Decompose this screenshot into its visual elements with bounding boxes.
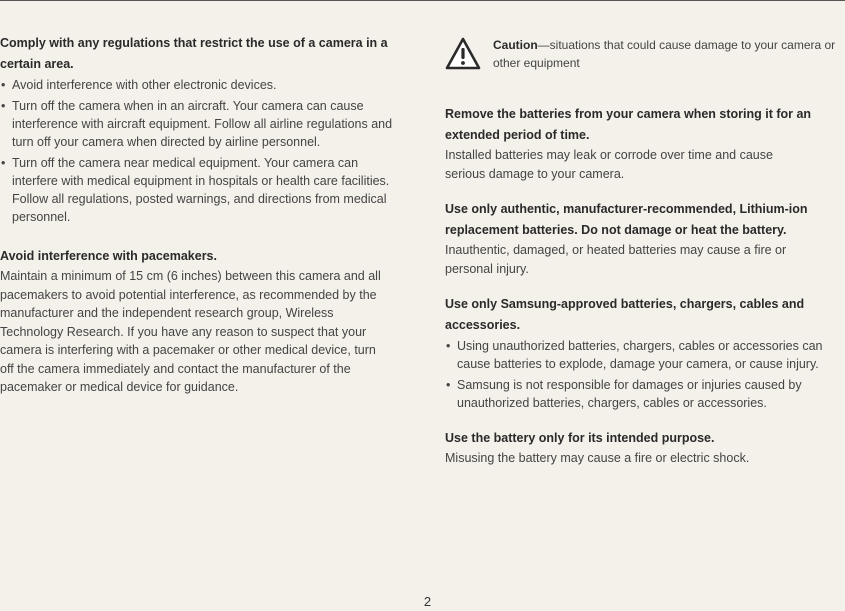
left-column [0, 33, 400, 397]
bullet-dot: • [446, 378, 451, 392]
regulations-bullet-list [0, 76, 395, 226]
authentic-batteries-body: Inauthentic, damaged, or heated batteries may cause a fire or personal injury. [445, 243, 787, 276]
caution-title: Caution [493, 38, 538, 52]
bullet-dot: • [1, 156, 6, 170]
right-column [445, 33, 845, 468]
list-item-text: Avoid interference with other electronic devices. [12, 78, 277, 92]
pacemakers-body: Maintain a minimum of 15 cm (6 inches) between this camera and all pacemakers to avoid potential interference, as recommended by the manufacturer and the independent research group, Wireless Technology Research. If you have any reason to suspect that your camera is interfering with a pacemaker or other medical device, turn off the camera immediately and contact the manufacturer of the pacemaker or medical device for guidance. [0, 269, 381, 394]
storage-heading: Remove the batteries from your camera when storing it for an extended period of time. [445, 107, 812, 142]
list-item [0, 97, 395, 151]
list-item-text: Using unauthorized batteries, chargers, cables or accessories can cause batteries to explode, damage your camera, or cause injury. [457, 339, 823, 371]
bullet-dot: • [1, 99, 6, 113]
list-item-text: Turn off the camera when in an aircraft. Your camera can cause interference with aircraft equipment. Follow all airline regulations and turn off your camera when directed by airline personnel. [12, 99, 393, 149]
approved-accessories-heading: Use only Samsung-approved batteries, chargers, cables and accessories. [445, 297, 805, 332]
list-item [445, 376, 843, 412]
page-number: 2 [423, 594, 432, 609]
approved-accessories-bullet-list [445, 337, 843, 412]
caution-separator: — [537, 38, 550, 52]
intended-purpose-heading: Use the battery only for its intended purpose. [445, 431, 715, 445]
list-item-text: Turn off the camera near medical equipment. Your camera can interfere with medical equipment in hospitals or health care facilities. Follow all regulations, posted warnings, and directions from medical personnel. [12, 156, 390, 224]
list-item [0, 154, 395, 226]
list-item [445, 337, 843, 373]
regulations-heading: Comply with any regulations that restrict the use of a camera in a certain area. [0, 36, 388, 71]
pacemakers-heading: Avoid interference with pacemakers. [0, 249, 217, 263]
approved-accessories-section [445, 294, 843, 412]
bullet-dot: • [1, 78, 6, 92]
list-item-text: Samsung is not responsible for damages or injuries caused by unauthorized batteries, chargers, cables or accessories. [457, 378, 802, 410]
top-rule [0, 0, 845, 1]
warning-triangle-icon [445, 36, 481, 72]
storage-section [445, 104, 837, 183]
regulations-section [0, 33, 395, 226]
authentic-batteries-section [445, 199, 837, 278]
authentic-batteries-heading: Use only authentic, manufacturer-recommended, Lithium-ion replacement batteries. Do not damage or heat the battery. [445, 202, 808, 237]
list-item [0, 76, 395, 94]
intended-purpose-body: Misusing the battery may cause a fire or electric shock. [445, 451, 750, 465]
caution-note [445, 33, 845, 72]
pacemakers-section [0, 246, 388, 397]
bullet-dot: • [446, 339, 451, 353]
caution-text [493, 36, 845, 72]
caution-description: situations that could cause damage to your camera or other equipment [493, 38, 836, 70]
storage-body: Installed batteries may leak or corrode over time and cause serious damage to your camera. [445, 148, 773, 181]
intended-purpose-section [445, 428, 837, 468]
